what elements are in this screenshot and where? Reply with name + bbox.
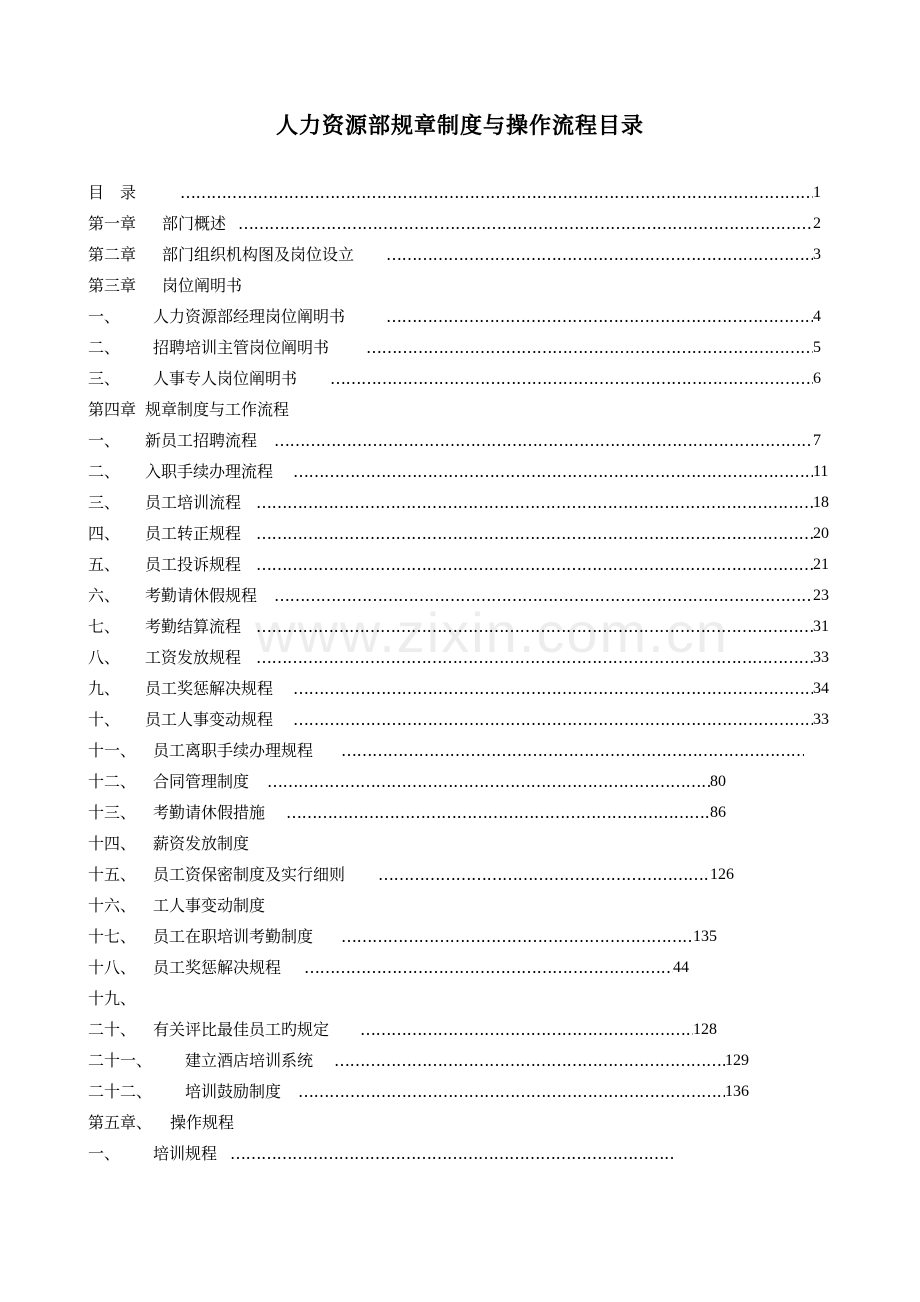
toc-page-number: 2 [813,215,821,232]
toc-entry-number: 三、 [88,369,121,388]
toc-entry-title: 规章制度与工作流程 [145,400,290,419]
toc-leader-dots [360,1014,693,1045]
toc-entry[interactable] [88,1045,848,1076]
toc-entry-title: 考勤请休假措施 [153,803,266,822]
toc-page-number: 129 [725,1052,749,1069]
toc-page-number: 20 [813,525,829,542]
toc-entry-title: 考勤请休假规程 [145,586,258,605]
toc-entry-number: 二十一、 [88,1051,153,1070]
toc-entry[interactable] [88,487,848,518]
toc-entry-number: 一、 [88,1144,121,1163]
table-of-contents [88,177,848,1169]
toc-entry-number: 第五章、 [88,1113,153,1132]
toc-entry[interactable] [88,394,848,425]
toc-entry-title: 员工投诉规程 [145,555,242,574]
toc-page-number: 4 [813,308,821,325]
document-title: 人力资源部规章制度与操作流程目录 [275,114,644,139]
toc-leader-dots [386,301,813,332]
toc-entry-title: 岗位阐明书 [162,276,243,295]
toc-entry-number: 二十二、 [88,1082,153,1101]
toc-entry[interactable] [88,580,848,611]
toc-leader-dots [293,704,813,735]
toc-leader-dots [256,487,813,518]
toc-page-number: 80 [710,773,726,790]
toc-entry-number: 十一、 [88,741,137,760]
toc-leader-dots [341,921,693,952]
toc-entry-number: 十五、 [88,865,137,884]
toc-entry-number: 十九、 [88,989,137,1008]
toc-entry[interactable] [88,859,848,890]
toc-entry-number: 九、 [88,679,121,698]
toc-entry[interactable] [88,952,848,983]
toc-entry-number: 二十、 [88,1020,137,1039]
toc-page-number: 3 [813,246,821,263]
toc-page-number: 33 [813,711,829,728]
toc-page-number: 126 [710,866,734,883]
toc-entry-title: 员工转正规程 [145,524,242,543]
toc-leader-dots [293,673,813,704]
toc-page-number: 34 [813,680,829,697]
toc-entry-number: 二、 [88,462,121,481]
toc-leader-dots [256,549,813,580]
toc-entry-title: 有关评比最佳员工旳规定 [153,1020,330,1039]
toc-entry-title: 工资发放规程 [145,648,242,667]
toc-entry[interactable] [88,270,848,301]
toc-entry-title: 合同管理制度 [153,772,250,791]
toc-entry[interactable] [88,518,848,549]
toc-leader-dots [238,208,813,239]
toc-leader-dots [304,952,673,983]
toc-entry[interactable] [88,239,848,270]
toc-entry-number: 十六、 [88,896,137,915]
toc-entry[interactable] [88,983,848,1014]
toc-leader-dots [180,177,813,208]
toc-entry-title: 建立酒店培训系统 [185,1051,314,1070]
toc-entry[interactable] [88,177,848,208]
toc-page-number: 1 [813,184,821,201]
toc-entry[interactable] [88,208,848,239]
toc-entry[interactable] [88,549,848,580]
toc-page-number: 7 [813,432,821,449]
toc-entry-title: 员工奖惩解决规程 [145,679,274,698]
toc-entry[interactable] [88,363,848,394]
toc-entry-number: 十三、 [88,803,137,822]
toc-entry-title: 考勤结算流程 [145,617,242,636]
toc-entry-title: 员工人事变动规程 [145,710,274,729]
toc-leader-dots [256,518,813,549]
toc-entry-title: 培训鼓励制度 [185,1082,282,1101]
toc-entry[interactable] [88,425,848,456]
toc-entry[interactable] [88,611,848,642]
toc-entry-number: 四、 [88,524,121,543]
toc-leader-dots [386,239,813,270]
toc-entry[interactable] [88,673,848,704]
watermark: www.zixin.com.cn [255,601,729,664]
toc-page-number: 6 [813,370,821,387]
toc-entry-number: 一、 [88,307,121,326]
toc-entry-title: 员工培训流程 [145,493,242,512]
toc-leader-dots [256,642,813,673]
toc-entry-title: 人力资源部经理岗位阐明书 [153,307,346,326]
toc-entry[interactable] [88,704,848,735]
toc-entry-title: 薪资发放制度 [153,834,250,853]
toc-entry[interactable] [88,332,848,363]
toc-entry[interactable] [88,1076,848,1107]
toc-page-number: 44 [673,959,689,976]
toc-entry[interactable] [88,1107,848,1138]
toc-entry-number: 目 录 [88,183,137,202]
toc-page-number: 5 [813,339,821,356]
toc-page-number: 11 [813,463,829,480]
toc-leader-dots [274,425,813,456]
toc-entry-number: 三、 [88,493,121,512]
toc-entry-number: 二、 [88,338,121,357]
toc-entry-number: 第三章 [88,276,137,295]
toc-page-number: 128 [693,1021,717,1038]
toc-page-number: 33 [813,649,829,666]
toc-leader-dots [230,1138,673,1169]
toc-entry[interactable] [88,456,848,487]
toc-entry-number: 十、 [88,710,121,729]
toc-page-number: 18 [813,494,829,511]
toc-entry[interactable] [88,642,848,673]
toc-entry-title: 培训规程 [153,1144,218,1163]
toc-entry-number: 第二章 [88,245,137,264]
toc-entry[interactable] [88,735,848,766]
toc-leader-dots [378,859,710,890]
toc-page-number: 135 [693,928,717,945]
toc-entry-title: 新员工招聘流程 [145,431,258,450]
toc-entry-title: 招聘培训主管岗位阐明书 [153,338,330,357]
toc-page-number: 136 [725,1083,749,1100]
toc-entry[interactable] [88,828,848,859]
toc-leader-dots [267,766,710,797]
toc-entry-title: 工人事变动制度 [153,896,266,915]
toc-entry-number: 五、 [88,555,121,574]
toc-entry-title: 员工离职手续办理规程 [153,741,314,760]
toc-leader-dots [366,332,813,363]
toc-entry-number: 十四、 [88,834,137,853]
toc-leader-dots [341,735,804,766]
toc-entry-title: 员工奖惩解决规程 [153,958,282,977]
toc-page-number: 23 [813,587,829,604]
toc-entry-number: 十二、 [88,772,137,791]
toc-entry-number: 十七、 [88,927,137,946]
toc-entry-title: 人事专人岗位阐明书 [153,369,298,388]
toc-entry[interactable] [88,1138,848,1169]
toc-page-number: 31 [813,618,829,635]
toc-entry[interactable] [88,797,848,828]
toc-entry[interactable] [88,921,848,952]
toc-entry[interactable] [88,1014,848,1045]
toc-leader-dots [293,456,813,487]
toc-entry-title: 员工资保密制度及实行细则 [153,865,346,884]
toc-page-number: 86 [710,804,726,821]
toc-entry-number: 十八、 [88,958,137,977]
toc-leader-dots [286,797,710,828]
toc-entry-number: 第四章 [88,400,137,419]
toc-leader-dots [256,611,813,642]
toc-leader-dots [330,363,813,394]
toc-entry-number: 八、 [88,648,121,667]
toc-entry[interactable] [88,890,848,921]
toc-entry-title: 部门概述 [162,214,227,233]
toc-entry-title: 部门组织机构图及岗位设立 [162,245,355,264]
toc-leader-dots [298,1076,725,1107]
toc-entry-number: 七、 [88,617,121,636]
toc-leader-dots [334,1045,725,1076]
toc-entry-title: 员工在职培训考勤制度 [153,927,314,946]
toc-entry-number: 一、 [88,431,121,450]
toc-entry[interactable] [88,766,848,797]
toc-entry-number: 第一章 [88,214,137,233]
toc-entry[interactable] [88,301,848,332]
toc-entry-title: 入职手续办理流程 [145,462,274,481]
toc-page-number: 21 [813,556,829,573]
toc-leader-dots [274,580,813,611]
toc-entry-number: 六、 [88,586,121,605]
toc-entry-title: 操作规程 [170,1113,235,1132]
